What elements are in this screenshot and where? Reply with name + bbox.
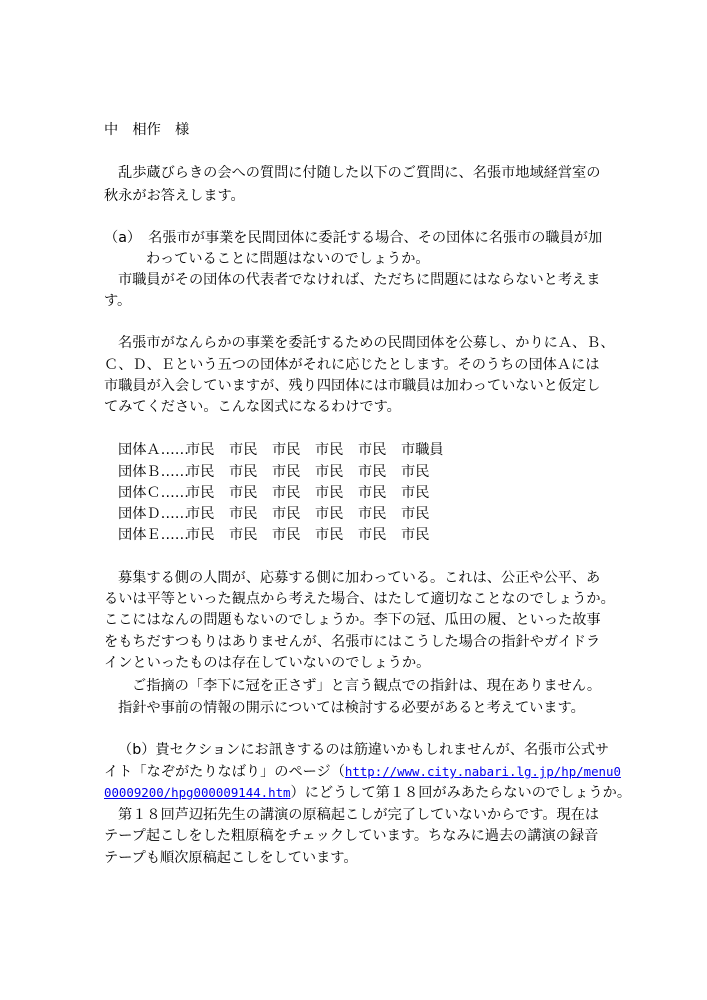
diagram-member: 市民 <box>315 485 344 501</box>
diagram-member: 市民 <box>358 464 387 480</box>
answer-b-line-1: 第１８回芦辺拓先生の講演の原稿起こしが完了していないからです。現在は <box>118 807 600 823</box>
diagram-member: 市民 <box>358 506 387 522</box>
diagram-member: 市民 <box>272 464 301 480</box>
diagram-member: 市職員 <box>401 442 444 458</box>
scenario-line-3: 市職員が入会していますが、残り四団体には市職員は加わっていないと仮定し <box>104 378 601 394</box>
concern-line-2: るいは平等といった観点から考えた場合、はたして適切なことなのでしょうか。 <box>104 591 615 607</box>
diagram-member: 市民 <box>229 485 258 501</box>
diagram-member: 市民 <box>186 527 215 543</box>
scenario-line-1: 名張市がなんらかの事業を委託するための民間団体を公募し、かりにＡ、Ｂ、 <box>118 335 615 351</box>
diagram-member: 市民 <box>229 442 258 458</box>
concern-answer-line-2: 指針や事前の情報の開示については検討する必要があると考えています。 <box>118 700 585 716</box>
diagram-group-label: 団体Ｂ…… <box>118 464 189 480</box>
diagram-group-label: 団体Ａ…… <box>118 442 189 458</box>
diagram-member: 市民 <box>229 527 258 543</box>
salutation: 中 相作 様 <box>104 122 190 138</box>
diagram-member: 市民 <box>401 506 430 522</box>
intro-line-2: 秋永がお答えします。 <box>104 188 245 204</box>
diagram-member: 市民 <box>401 464 430 480</box>
diagram-member: 市民 <box>358 485 387 501</box>
answer-a-line-1: 市職員がその団体の代表者でなければ、ただちに問題にはならないと考えま <box>118 272 601 288</box>
concern-line-4: をもちだすつもりはありませんが、名張市にはこうした場合の指針やガイドラ <box>104 634 601 650</box>
diagram-member: 市民 <box>272 442 301 458</box>
answer-b-line-3: テープも順次原稿起こしをしています。 <box>104 850 358 866</box>
diagram-group-label: 団体Ｅ…… <box>118 527 189 543</box>
question-b-line-1: （b）貴セクションにお訊きするのは筋違いかもしれませんが、名張市公式サ <box>118 742 610 758</box>
diagram-member: 市民 <box>315 506 344 522</box>
diagram-member: 市民 <box>272 485 301 501</box>
answer-b-line-2: テープ起こしをした粗原稿をチェックしています。ちなみに過去の講演の録音 <box>104 828 599 844</box>
diagram-member: 市民 <box>315 442 344 458</box>
scenario-line-4: てみてください。こんな図式になるわけです。 <box>104 399 401 415</box>
diagram-member: 市民 <box>358 442 387 458</box>
question-b-text-before-link: イト「なぞがたりなばり」のページ（ <box>104 764 345 780</box>
concern-line-3: ここにはなんの問題もないのでしょうか。李下の冠、瓜田の履、といった故事 <box>104 612 601 628</box>
diagram-member: 市民 <box>186 485 215 501</box>
scenario-line-2: Ｃ、Ｄ、Ｅという五つの団体がそれに応じたとします。そのうちの団体Ａには <box>104 357 600 373</box>
answer-a-line-2: す。 <box>104 293 132 309</box>
concern-answer-line-1: ご指摘の「李下に冠を正さず」と言う観点での指針は、現在ありません。 <box>132 678 602 694</box>
diagram-member: 市民 <box>229 506 258 522</box>
diagram-member: 市民 <box>401 527 430 543</box>
page-url-link-continued[interactable]: 00009200/hpg000009144.htm <box>104 785 291 800</box>
question-b-text-after-link: ）にどうして第１８回がみあたらないのでしょうか。 <box>290 785 632 801</box>
diagram-member: 市民 <box>315 527 344 543</box>
concern-line-5: インといったものは存在していないのでしょうか。 <box>104 655 431 671</box>
question-b-line-3 <box>104 784 631 802</box>
diagram-member: 市民 <box>272 527 301 543</box>
concern-line-1: 募集する側の人間が、応募する側に加わっている。これは、公正や公平、あ <box>118 570 601 586</box>
diagram-group-label: 団体Ｃ…… <box>118 485 189 501</box>
question-a-line-1: （a） 名張市が事業を民間団体に委託する場合、その団体に名張市の職員が加 <box>104 230 603 246</box>
diagram-member: 市民 <box>401 485 430 501</box>
diagram-group-label: 団体Ｄ…… <box>118 506 189 522</box>
diagram-member: 市民 <box>229 464 258 480</box>
page-url-link[interactable]: http://www.city.nabari.lg.jp/hp/menu0 <box>344 764 621 779</box>
diagram-member: 市民 <box>186 464 215 480</box>
question-b-line-2 <box>104 763 621 781</box>
intro-line-1: 乱歩蔵びらきの会への質問に付随した以下のご質問に、名張市地域経営室の <box>118 165 601 181</box>
diagram-member: 市民 <box>358 527 387 543</box>
diagram-member: 市民 <box>186 442 215 458</box>
question-a-line-2: わっていることに問題はないのでしょうか。 <box>146 251 430 267</box>
diagram-member: 市民 <box>315 464 344 480</box>
diagram-member: 市民 <box>186 506 215 522</box>
diagram-member: 市民 <box>272 506 301 522</box>
